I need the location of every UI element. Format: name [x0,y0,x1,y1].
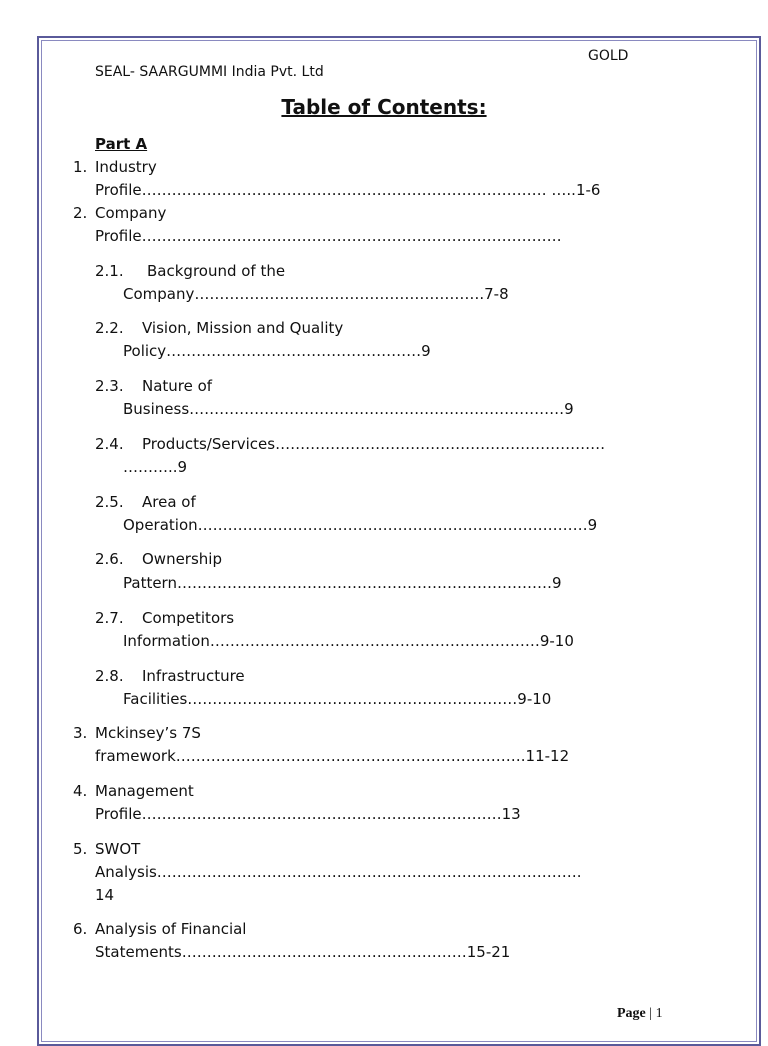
toc-subitem-number: 2.1. [95,262,124,280]
page-word: Page [617,1006,646,1021]
page-title [0,95,768,119]
toc-item-number: 3. [73,724,88,742]
page-footer [617,1005,663,1023]
toc-subitem-leader: Policy……………………………………………9 [123,342,431,360]
toc-subitem-title: Area of [142,493,196,511]
toc-subitem-title: Ownership [142,550,222,568]
toc-item-number: 6. [73,920,88,938]
toc-item-leader: framework…………………………………………………………….11-12 [95,747,570,765]
toc-subitem-number: 2.7. [95,609,124,627]
toc-item-title: Company [95,204,167,222]
toc-item-leader: Profile……………………………………………………………………… …..1-6 [95,181,601,199]
toc-item-title: Industry [95,158,157,176]
company-name: SEAL- SAARGUMMI India Pvt. Ltd [95,64,324,80]
toc-subitem-leader: Operation……………………………………………………………………9 [123,516,598,534]
toc-item-title: Management [95,782,194,800]
toc-subitem-leader: Information…………………………………………………………9-10 [123,632,574,650]
header-right-label: GOLD [588,48,629,64]
toc-subitem-leader: Business…………………………………………………………………9 [123,400,574,418]
toc-subitem-title: Nature of [142,377,213,395]
page-number: 1 [655,1006,663,1021]
toc-item-title: Analysis of Financial [95,920,247,938]
toc-item-number: 4. [73,782,88,800]
part-heading: Part A [95,135,148,153]
toc-item-leader: Statements…………………………………………………15-21 [95,943,511,961]
toc-subitem-leader: Company………………………………………………….7-8 [123,285,509,303]
page-separator: | [645,1006,656,1021]
toc-subitem-number: 2.5. [95,493,124,511]
toc-subitem-number: 2.6. [95,550,124,568]
toc-subitem-title: Vision, Mission and Quality [142,319,344,337]
toc-subitem-number: 2.8. [95,667,124,685]
toc-subitem-leader: Pattern…………………………………………………………………9 [123,574,562,592]
toc-subitem-title: Background of the [147,262,286,280]
toc-subitem-number: 2.2. [95,319,124,337]
toc-subitem-leader: ………..9 [123,458,188,476]
toc-subitem-title: Competitors [142,609,235,627]
toc-item-title: SWOT [95,840,141,858]
toc-subitem-leader: Facilities…………………………………………………………9-10 [123,690,552,708]
toc-item-title: Mckinsey’s 7S [95,724,201,742]
toc-item-page: 14 [95,886,115,904]
toc-item-leader: Profile………………………………………………………………………… [95,227,562,245]
toc-subitem-title: Products/Services………………………………………………………… [142,435,606,453]
toc-item-number: 2. [73,204,88,222]
toc-subitem-title: Infrastructure [142,667,245,685]
toc-item-number: 1. [73,158,88,176]
toc-item-number: 5. [73,840,88,858]
toc-subitem-number: 2.4. [95,435,124,453]
toc-subitem-number: 2.3. [95,377,124,395]
page-title-text: Table of Contents: [281,95,487,119]
toc-item-leader: Profile………………………………………………………………13 [95,805,521,823]
toc-item-leader: Analysis…………………………………………………………………………. [95,863,582,881]
